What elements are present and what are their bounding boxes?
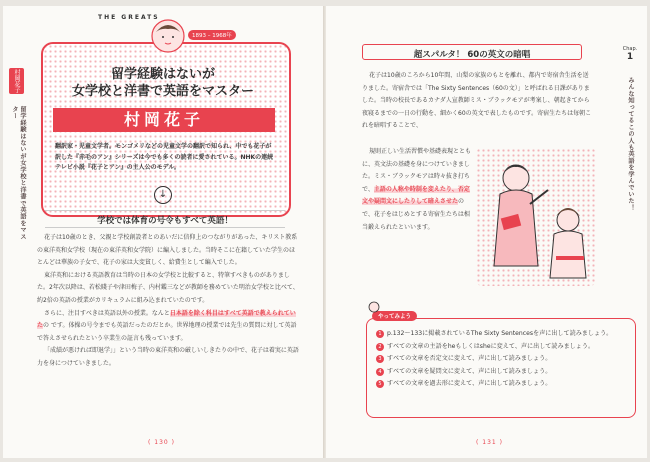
section-title: 超スパルタ！ 60の英文の暗唱 <box>413 50 531 60</box>
paragraph: 東洋英和における英語教育は当時の日本の女学校と比較すると、特筆すべきものがありました。2年次以降は、若松賤子や津田梅子、内村鑑三などが教師を務めていた明治女学校と比べて、約2倍の英語の授業がカリキュラムに組み込まれていたのです。 <box>37 271 299 304</box>
chapter-label: Chap. <box>622 46 638 52</box>
exercise-item: 3 すべての文章を否定文に変えて、声に出して読みましょう。 <box>376 353 631 366</box>
paragraph: 規則正しい生活習慣や基礎表現とともに、英文法の基礎を身につけていきました。ミス・ブラックモアは時々抜き打ちで、主語の人称や時制を変えたり、否定文や疑問文にしたりして暗えさせたので、花子をはじめとする寄宿生たちは相当鍛えられたといいます。 <box>362 148 472 231</box>
paragraph: 花子は10歳のとき、父親と学校創設者とのあいだに信仰上のつながりがあった、キリスト教系の東洋英和女学校（現在の東洋英和女学院）に編入しました。当時そこに在籍していた学生のほとんどは華族の子女で、花子の家は大変貧しく、給費生として編入でした。 <box>37 234 298 267</box>
highlight-text: 日本語を除く科目はすべて英語で教えられていた <box>37 309 296 330</box>
teacher-student-illustration <box>478 146 598 286</box>
exercise-item: 5 すべての文章を過去形に変えて、声に出して読みましょう。 <box>376 378 631 391</box>
highlight-text: 主語の人称や時制を変えたり、否定文や疑問文にしたりして暗えさせた <box>362 185 470 206</box>
chapter-number: 1 <box>626 52 634 62</box>
page-number: ( 130 ) <box>148 439 175 446</box>
exercise-item: 4 すべての文章を疑問文に変えて、声に出して読みましょう。 <box>376 366 631 379</box>
exercise-item: 2 すべての文章の主語をheもしくはsheに変えて、声に出して読みましょう。 <box>376 341 631 354</box>
side-title: 留学経験はないが女学校と洋書で英語をマスター <box>11 106 26 240</box>
arrow-down-icon: ↓ <box>154 186 172 204</box>
try-tag: やってみよう <box>372 311 417 321</box>
chapter-title: みんな知ってるこの人も英語を学んでいた！ <box>627 77 634 211</box>
years-badge: 1893 – 1968年 <box>188 30 236 40</box>
side-name-tag: 村岡花子 <box>9 68 24 94</box>
person-description: 翻訳家・児童文学者。モンゴメリなどの児童文学の翻訳で知られ、中でも花子が訳した『赤毛のアン』シリーズは今でも多くの読者に愛されている。NHKの連続テレビ小説『花子とアン』の主人公のモデル。 <box>55 143 274 171</box>
person-name: 村岡花子 <box>53 108 275 132</box>
body-text <box>37 232 299 371</box>
left-page <box>3 6 324 458</box>
title-line-2: 女学校と洋書で英語をマスター <box>71 84 254 99</box>
page-number: ( 131 ) <box>476 439 503 446</box>
exercise-item: 1 p.132〜133に掲載されているThe Sixty Sentencesを声に出して読みましょう。 <box>376 328 631 341</box>
paragraph: 花子は10歳のころから10年間、山梨の家族のもとを離れ、都内で寄宿舎生活を送りました。寄宿舎では「The Sixty Sentences（60の文）」と呼ばれる日課がありました。当時の校長であるカナダ人宣教師ミス・ブラックモアが考案し、朝起きてから夜寝るまでの一日の行動を、細かく60の英文で表したものです。寄宿生たちは毎朝これを暗唱することで、 <box>362 72 592 130</box>
chapter-tab <box>619 46 641 224</box>
body-text-narrow <box>362 146 474 234</box>
paragraph: 「成績が悪ければ即退学」」という当時の東洋英和の厳しいしきたりの中で、花子は着実に英語力を身につけていきました。 <box>37 347 299 367</box>
section-title: 学校では体育の号令もすべて英語！ <box>97 216 233 226</box>
mascot-icon <box>366 300 382 314</box>
exercise-list <box>376 328 631 391</box>
body-text <box>362 70 594 133</box>
title-line-1: 留学経験はないが <box>110 67 215 82</box>
paragraph: さらに、注目すべきは英語以外の授業。なんと日本語を除く科目はすべて英語で教えられていたの です。体操の号令までも英語だったのだとか。世界地理の授業では先生の質問に対して英語で答えさせられたという卒業生の証言も残っています。 <box>37 309 297 342</box>
right-page <box>326 6 647 458</box>
banner-label: THE GREATS <box>98 14 160 21</box>
